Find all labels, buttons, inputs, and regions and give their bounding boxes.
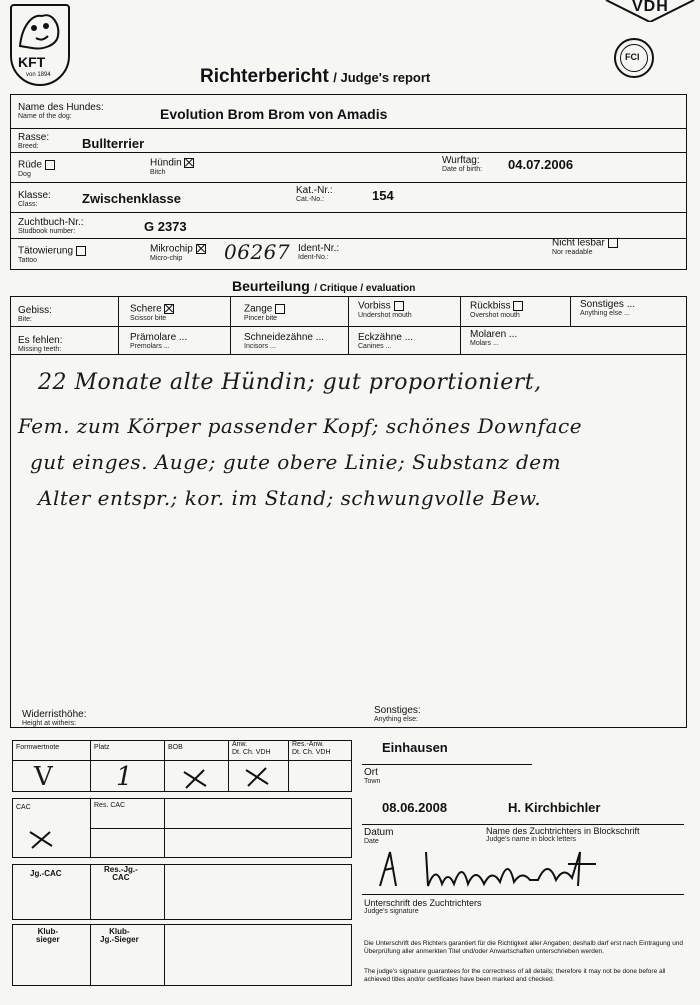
chip-handwritten: 06267 (224, 240, 291, 264)
town-value: Einhausen (382, 740, 448, 755)
else-label: Sonstiges: Anything else: (374, 705, 421, 723)
signature-note-de: Die Unterschrift des Richters garantiert für die Richtigkeit aller Angaben; deshalb darf erst nach Eintragung und Überprüfung aller anmerkten Titel und/oder Anwartschaften unterschrieben werden. (364, 940, 684, 955)
cat-value: 154 (372, 188, 394, 203)
incisors-label: Schneidezähne ... Incisors ... (244, 332, 325, 350)
male-option: Rüde Dog (18, 160, 55, 179)
pincer-option: Zange Pincer bite (244, 304, 285, 323)
dog-name-label: Name des Hundes: Name of the dog: (18, 102, 104, 120)
report-title-en: / Judge's report (333, 70, 431, 85)
klubjg-header: Klub- Jg.-Sieger (100, 927, 139, 944)
rescac-header: Res. CAC (94, 802, 126, 809)
dob-value: 04.07.2006 (508, 157, 574, 172)
judge-signature (372, 846, 632, 895)
date-label: Datum Date (364, 827, 394, 845)
ident-label: Ident-Nr.: Ident-No.: (298, 243, 340, 261)
critique-line-4: Alter entspr.; kor. im Stand; schwungvolle Bew. (38, 486, 542, 510)
jgcac-table (12, 864, 352, 920)
cat-label: Kat.-Nr.: Cat.-No.: (296, 185, 333, 203)
bob-header: BOB (168, 744, 183, 751)
signature-note-en: The judge's signature guarantees for the correctness of all details; therefore it may not be done before all achieved titles and/or certificates have been marked and checked. (364, 968, 666, 983)
vdh-text: VDH (632, 0, 669, 15)
height-label: Widerristhöhe: Height at withers: (22, 709, 87, 727)
critique-box (10, 296, 687, 728)
critique-line-3: gut einges. Auge; gute obere Linie; Substanz dem (30, 450, 562, 474)
dog-name-value: Evolution Brom Brom von Amadis (160, 106, 388, 122)
studbook-value: G 2373 (144, 219, 187, 234)
date-value: 08.06.2008 (382, 800, 448, 815)
molars-label: Molaren ... Molars ... (470, 329, 518, 347)
town-label: Ort Town (364, 767, 381, 785)
critique-title: Beurteilung / Critique / evaluation (232, 278, 416, 294)
studbook-label: Zuchtbuch-Nr.: Studbook number: (18, 217, 84, 235)
anw-header: Anw. Dt. Ch. VDH (232, 741, 271, 756)
cac-header: CAC (16, 804, 31, 811)
male-checkbox[interactable] (45, 160, 55, 170)
klub-table (12, 924, 352, 986)
female-checkbox[interactable] (184, 158, 194, 168)
overshot-checkbox[interactable] (513, 301, 523, 311)
kft-text: KFT (18, 54, 46, 70)
anw-cross-mark (242, 766, 272, 793)
breed-label: Rasse: Breed: (18, 132, 50, 150)
kft-logo (10, 4, 70, 86)
canines-label: Eckzähne ... Canines ... (358, 332, 414, 350)
scissor-checkbox[interactable] (164, 304, 174, 314)
cac-cross-mark (26, 828, 56, 855)
vdh-logo (604, 0, 696, 22)
report-title-de: Richterbericht (200, 66, 329, 87)
tattoo-checkbox[interactable] (76, 246, 86, 256)
signature-label: Unterschrift des Zuchtrichters Judge's signature (364, 898, 482, 915)
undershot-checkbox[interactable] (394, 301, 404, 311)
bite-label: Gebiss: Bite: (18, 305, 52, 323)
undershot-option: Vorbiss Undershot mouth (358, 300, 412, 319)
jgcac-header: Jg.-CAC (30, 869, 62, 878)
critique-line-2: Fem. zum Körper passender Kopf; schönes Downface (18, 414, 583, 438)
chip-option: Mikrochip Micro-chip (150, 244, 206, 263)
premolars-label: Prämolare ... Premolars ... (130, 332, 188, 350)
fci-seal (614, 38, 654, 78)
breed-value: Bullterrier (82, 136, 145, 151)
class-label: Klasse: Class: (18, 190, 51, 208)
resjg-header: Res.-Jg.- CAC (104, 865, 138, 882)
overshot-option: Rückbiss Overshot mouth (470, 301, 523, 320)
class-value: Zwischenklasse (82, 191, 181, 206)
tattoo-option: Tätowierung Tattoo (18, 246, 86, 265)
report-title (200, 66, 430, 88)
bite-other: Sonstiges ... Anything else ... (580, 299, 636, 317)
scissor-option: Schere Scissor bite (130, 304, 174, 323)
place-header: Platz (94, 744, 110, 751)
klub-header: Klub- sieger (36, 927, 60, 944)
judge-name-value: H. Kirchbichler (508, 800, 601, 815)
dog-emblem-icon (12, 6, 68, 56)
unreadable-checkbox[interactable] (608, 238, 618, 248)
dob-label: Wurftag: Date of birth: (442, 155, 483, 173)
chip-checkbox[interactable] (196, 244, 206, 254)
missing-label: Es fehlen: Missing teeth: (18, 335, 63, 353)
kft-year: von 1894 (26, 72, 51, 78)
bob-cross-mark (180, 768, 210, 795)
fci-text: FCI (625, 52, 640, 62)
unreadable-option: Nicht lesbar Nor readable (552, 238, 618, 257)
pincer-checkbox[interactable] (275, 304, 285, 314)
female-option: Hündin Bitch (150, 158, 194, 177)
judge-name-label: Name des Zuchtrichters in Blockschrift Judge's name in block letters (486, 826, 640, 843)
critique-line-1: 22 Monate alte Hündin; gut proportioniert, (38, 370, 542, 395)
grade-header: Formwertnote (16, 744, 60, 751)
resanw-header: Res.-Anw. Dt. Ch. VDH (292, 741, 331, 756)
place-value: 1 (116, 762, 134, 792)
grade-value: V (34, 762, 54, 792)
